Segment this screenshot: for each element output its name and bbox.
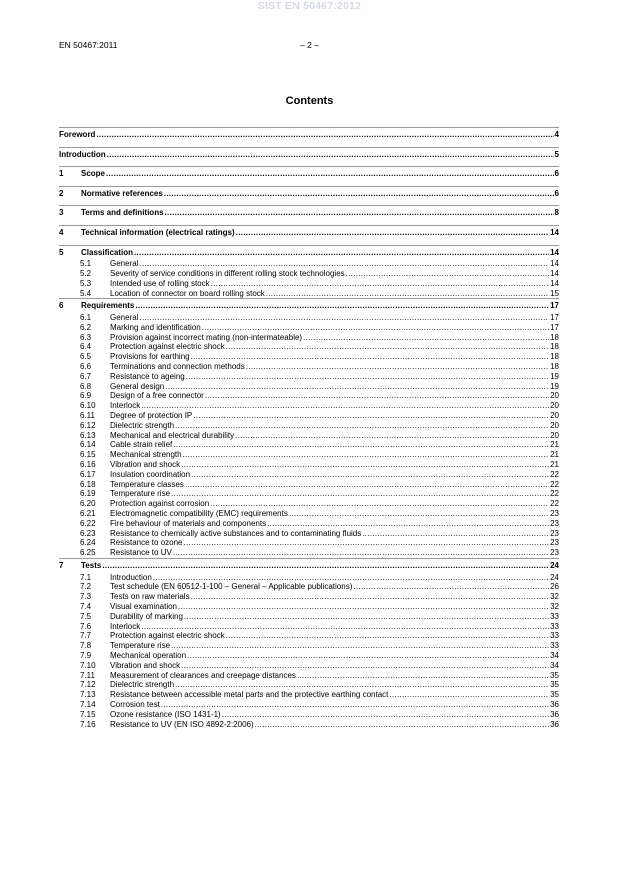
toc-entry-number: 7: [59, 561, 64, 570]
toc-subsection-entry[interactable]: [59, 719, 559, 730]
section-divider: [59, 166, 559, 167]
toc-entry-page: 22: [550, 499, 559, 509]
toc-entry-page: 36: [550, 709, 559, 719]
toc-entry-label: Fire behaviour of materials and components: [110, 518, 267, 528]
page-number: – 2 –: [300, 40, 319, 50]
dot-leader: [165, 207, 554, 218]
toc-entry-label: Insulation coordination: [110, 469, 191, 479]
toc-entry-page: 17: [550, 313, 559, 322]
dot-leader: [96, 129, 553, 140]
toc-entry-page: 17: [550, 322, 559, 332]
toc-entry-number: 6.19: [80, 489, 96, 499]
toc-entry-label: Resistance to chemically active substances and to contaminating fluids: [110, 528, 362, 538]
toc-entry-number: 5: [59, 247, 64, 257]
toc-entry-number: 7.13: [80, 690, 96, 700]
toc-entry-number: 6.13: [80, 430, 96, 440]
toc-entry-number: 7.4: [80, 602, 92, 611]
toc-entry-number: 7.15: [80, 709, 96, 719]
toc-entry-label: Scope: [81, 169, 106, 179]
toc-entry-number: 7.11: [80, 670, 95, 680]
toc-entry-page: 20: [550, 430, 559, 440]
toc-entry-label: General design: [110, 381, 165, 391]
toc-entry-page: 5: [554, 149, 559, 159]
toc-entry-label: Temperature classes: [110, 479, 184, 489]
toc-entry-page: 18: [550, 332, 559, 342]
dot-leader: [266, 288, 549, 299]
toc-entry-page: 21: [550, 440, 559, 450]
toc-entry-number: 6.23: [80, 528, 96, 538]
toc-entry-page: 20: [550, 420, 559, 430]
toc-entry-number: 6.5: [80, 352, 92, 362]
toc-entry-number: 6.6: [80, 362, 92, 371]
toc-entry-label: Protection against corrosion: [110, 499, 210, 509]
toc-section-entry[interactable]: [59, 300, 559, 311]
toc-entry-page: 22: [550, 469, 559, 479]
toc-entry-page: 14: [550, 228, 559, 237]
toc-entry-page: 15: [550, 288, 559, 298]
toc-entry-number: 7.9: [80, 651, 92, 660]
toc-entry-number: 7.2: [80, 582, 92, 592]
toc-entry-label: General: [110, 259, 139, 269]
toc-entry-number: 6.7: [80, 371, 92, 381]
section-divider: [59, 127, 559, 128]
toc-section-entry[interactable]: [59, 247, 559, 258]
toc-entry-page: 26: [550, 582, 559, 592]
toc-entry-label: Measurement of clearances and creepage distances: [110, 670, 296, 680]
dot-leader: [255, 719, 549, 730]
toc-section-entry[interactable]: [59, 129, 559, 140]
toc-entry-number: 6.24: [80, 538, 96, 548]
toc-entry-label: Terms and definitions: [81, 208, 164, 218]
section-divider: [59, 558, 559, 559]
toc-entry-number: 7.6: [80, 621, 92, 631]
toc-entry-number: 7.12: [80, 680, 96, 690]
toc-entry-number: 5.1: [80, 259, 92, 269]
toc-entry-page: 24: [550, 561, 559, 570]
dot-leader: [134, 247, 549, 258]
toc-entry-page: 35: [550, 680, 559, 690]
toc-entry-label: Electromagnetic compatibility (EMC) requirements: [110, 509, 288, 518]
toc-entry-page: 14: [550, 259, 559, 269]
toc-subsection-entry[interactable]: [59, 547, 559, 558]
toc-entry-page: 20: [550, 401, 559, 411]
toc-entry-page: 17: [550, 301, 559, 311]
toc-entry-page: 21: [550, 460, 559, 469]
toc-entry-label: Resistance to UV: [110, 548, 172, 558]
page-title: Contents: [285, 95, 334, 107]
toc-entry-number: 6.22: [80, 518, 96, 528]
toc-entry-label: Severity of service conditions in different rolling stock technologies: [110, 269, 345, 278]
toc-entry-label: Durability of marking: [110, 611, 183, 621]
toc-entry-page: 35: [550, 690, 559, 700]
toc-entry-label: Resistance to UV (EN ISO 4892-2:2006): [110, 719, 254, 729]
toc-entry-page: 14: [550, 269, 559, 278]
dot-leader: [102, 560, 549, 571]
toc-entry-label: Mechanical operation: [110, 651, 187, 660]
toc-entry-number: 6.16: [80, 460, 96, 469]
toc-entry-label: Tests: [81, 561, 102, 570]
toc-entry-label: Protection against electric shock: [110, 631, 225, 641]
toc-entry-page: 18: [550, 362, 559, 371]
document-id: EN 50467:2011: [59, 40, 118, 50]
toc-entry-page: 23: [550, 528, 559, 538]
toc-entry-label: Tests on raw materials: [110, 592, 190, 602]
toc-entry-number: 7.1: [80, 572, 92, 582]
toc-entry-page: 14: [550, 278, 559, 288]
dot-leader: [236, 227, 549, 238]
toc-entry-label: Terminations and connection methods: [110, 362, 245, 371]
toc-entry-label: Classification: [81, 247, 134, 257]
toc-section-entry[interactable]: [59, 149, 559, 160]
toc-entry-label: Protection against electric shock: [110, 342, 225, 352]
toc-entry-number: 2: [59, 188, 64, 198]
toc-entry-label: Interlock: [110, 621, 141, 631]
toc-entry-page: 20: [550, 411, 559, 420]
toc-entry-label: Temperature rise: [110, 641, 171, 651]
toc-entry-page: 33: [550, 621, 559, 631]
toc-entry-number: 6.14: [80, 440, 96, 450]
toc-entry-label: General: [110, 313, 139, 322]
toc-entry-label: Dielectric strength: [110, 680, 175, 690]
toc-entry-page: 36: [550, 719, 559, 729]
toc-entry-page: 23: [550, 509, 559, 518]
toc-entry-label: Vibration and shock: [110, 460, 181, 469]
toc-subsection-entry[interactable]: [59, 288, 559, 299]
dot-leader: [164, 188, 554, 199]
toc-entry-number: 6.3: [80, 332, 92, 342]
toc-entry-page: 19: [550, 371, 559, 381]
toc-entry-page: 36: [550, 700, 559, 709]
toc-entry-label: Visual examination: [110, 602, 178, 611]
toc-entry-label: Technical information (electrical ratings): [81, 228, 235, 237]
toc-entry-number: 6.2: [80, 322, 92, 332]
toc-entry-page: 19: [550, 381, 559, 391]
toc-entry-label: Temperature rise: [110, 489, 171, 499]
toc-entry-number: 7.5: [80, 611, 92, 621]
toc-entry-page: 21: [550, 450, 559, 460]
toc-entry-page: 23: [550, 548, 559, 558]
dot-leader: [107, 149, 554, 160]
toc-section-entry[interactable]: [59, 188, 559, 199]
toc-entry-number: 7.16: [80, 719, 96, 729]
toc-entry-page: 18: [550, 342, 559, 352]
section-divider: [59, 298, 559, 299]
toc-entry-page: 24: [550, 572, 559, 582]
toc-entry-page: 34: [550, 660, 559, 670]
toc-entry-number: 6.15: [80, 450, 96, 460]
toc-section-entry[interactable]: [59, 168, 559, 179]
toc-entry-number: 7.7: [80, 631, 92, 641]
toc-entry-label: Intended use of rolling stock: [110, 278, 210, 288]
toc-entry-label: Provisions for earthing: [110, 352, 190, 362]
toc-entry-page: 34: [550, 651, 559, 660]
toc-entry-page: 22: [550, 479, 559, 489]
dot-leader: [106, 168, 554, 179]
toc-entry-number: 5.4: [80, 288, 92, 298]
toc-entry-label: Provision against incorrect mating (non-intermateable): [110, 332, 303, 342]
section-divider: [59, 225, 559, 226]
toc-entry-label: Resistance to ozone: [110, 538, 183, 548]
toc-entry-number: 5.2: [80, 269, 92, 278]
toc-entry-label: Foreword: [59, 130, 96, 139]
toc-entry-number: 7.3: [80, 592, 92, 602]
toc-entry-number: 6.8: [80, 381, 92, 391]
watermark: SIST EN 50467:2012: [257, 0, 362, 12]
toc-entry-label: Mechanical strength: [110, 450, 182, 460]
toc-entry-number: 6: [59, 301, 64, 311]
section-divider: [59, 186, 559, 187]
toc-entry-page: 23: [550, 518, 559, 528]
toc-entry-label: Degree of protection IP: [110, 411, 193, 420]
toc-entry-number: 1: [59, 169, 64, 179]
toc-entry-page: 32: [550, 592, 559, 602]
section-divider: [59, 147, 559, 148]
toc-section-entry[interactable]: [59, 207, 559, 218]
toc-entry-label: Cable strain relief: [110, 440, 173, 450]
toc-entry-label: Interlock: [110, 401, 141, 411]
toc-entry-number: 3: [59, 208, 64, 218]
toc-entry-label: Ozone resistance (ISO 1431-1): [110, 709, 221, 719]
toc-entry-number: 6.11: [80, 411, 95, 420]
toc-entry-number: 6.21: [80, 509, 96, 518]
section-divider: [59, 205, 559, 206]
toc-entry-page: 18: [550, 352, 559, 362]
toc-entry-page: 33: [550, 611, 559, 621]
toc-entry-page: 33: [550, 631, 559, 641]
dot-leader: [135, 300, 549, 311]
toc-section-entry[interactable]: [59, 560, 559, 571]
toc-entry-number: 7.10: [80, 660, 96, 670]
section-divider: [59, 245, 559, 246]
toc-entry-page: 14: [550, 247, 559, 257]
toc-entry-label: Test schedule (EN 60512-1-100 – General – Applicable publications): [110, 582, 353, 592]
toc-section-entry[interactable]: [59, 227, 559, 238]
toc-entry-number: 4: [59, 228, 64, 237]
toc-entry-number: 7.14: [80, 700, 96, 709]
toc-entry-number: 6.10: [80, 401, 96, 411]
toc-entry-label: Marking and identification: [110, 322, 201, 332]
toc-entry-label: Introduction: [110, 572, 152, 582]
toc-entry-number: 6.12: [80, 420, 96, 430]
toc-entry-label: Introduction: [59, 149, 106, 159]
toc-entry-page: 4: [554, 130, 559, 139]
dot-leader: [173, 547, 549, 558]
toc-entry-number: 5.3: [80, 278, 92, 288]
toc-entry-label: Location of connector on board rolling stock: [110, 288, 265, 298]
toc-entry-number: 6.9: [80, 391, 92, 401]
toc-entry-label: Mechanical and electrical durability: [110, 430, 235, 440]
toc-entry-page: 35: [550, 670, 559, 680]
toc-entry-page: 22: [550, 489, 559, 499]
toc-entry-label: Corrosion test: [110, 700, 160, 709]
toc-entry-label: Vibration and shock: [110, 660, 181, 670]
toc-entry-number: 6.25: [80, 548, 96, 558]
toc-entry-number: 6.20: [80, 499, 96, 509]
toc-entry-number: 6.1: [80, 313, 92, 322]
toc-entry-number: 7.8: [80, 641, 92, 651]
toc-entry-label: Normative references: [81, 188, 163, 198]
toc-entry-label: Design of a free connector: [110, 391, 204, 401]
toc-entry-label: Resistance between accessible metal parts and the protective earthing contact: [110, 690, 389, 700]
toc-entry-label: Requirements: [81, 301, 135, 311]
toc-entry-number: 6.4: [80, 342, 92, 352]
toc-entry-page: 8: [554, 208, 559, 218]
toc-entry-page: 23: [550, 538, 559, 548]
toc-entry-page: 6: [554, 188, 559, 198]
toc-entry-label: Dielectric strength: [110, 420, 175, 430]
toc-entry-page: 20: [550, 391, 559, 401]
toc-entry-number: 6.17: [80, 469, 96, 479]
toc-entry-page: 6: [554, 169, 559, 179]
toc-entry-number: 6.18: [80, 479, 96, 489]
toc-entry-page: 32: [550, 602, 559, 611]
toc-entry-page: 33: [550, 641, 559, 651]
toc-entry-label: Resistance to ageing: [110, 371, 185, 381]
